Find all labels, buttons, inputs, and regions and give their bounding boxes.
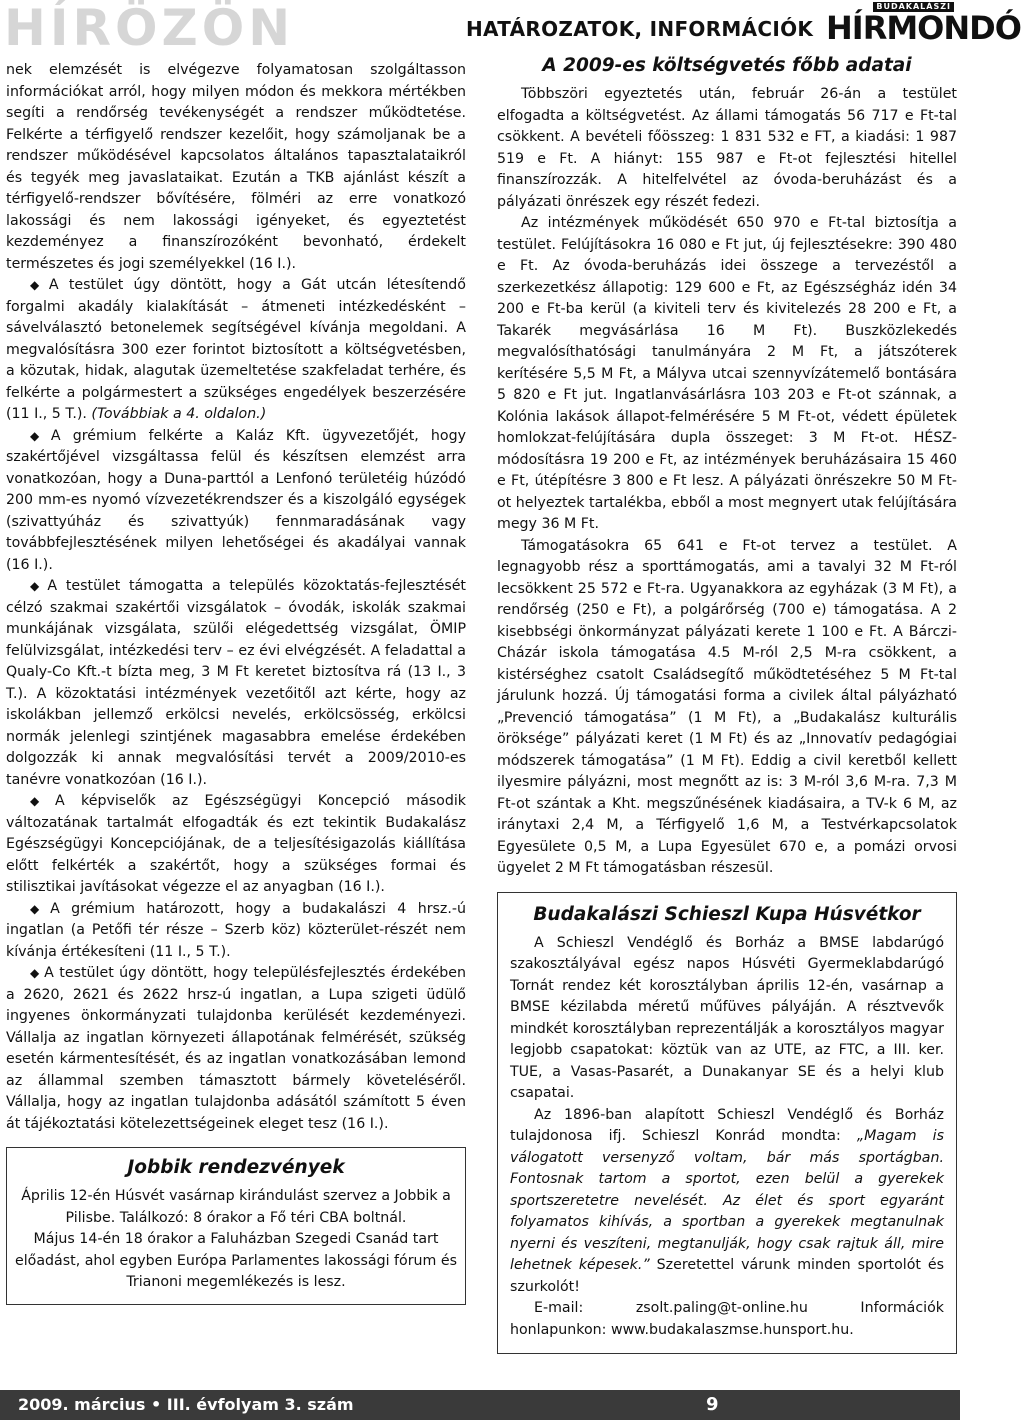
diamond-bullet-icon: ◆ — [30, 966, 41, 980]
paragraph: nek elemzését is elvégezve folyamatosan szolgáltasson információkat arról, hogy milyen módon és mekkora mértékben segíti a rendőrség tevékenységét a rendszer működtetése. Felkérte a térfigyelő rendszer kezelőit, hogy számoljanak be a rendszer működésével kapcsolatos általános tapasztalataikról és tegyék meg javaslataikat. Ezután a TKB ajánlást készít a térfigyelő-rendszer bővítésére, fölméri az erre vonatkozó lakossági és nem lakossági igényeket, és egyeztetést kezdeményez a finanszírozóként bevonható, érdekelt természetes és jogi személyekkel (16 I.). — [6, 62, 466, 272]
paragraph: Április 12-én Húsvét vasárnap kirándulást szervez a Jobbik a Pilisbe. Találkozó: 8 órakor a Fő téri CBA boltnál. — [21, 1188, 451, 1226]
logo-small-text: BUDAKALÁSZI — [873, 2, 954, 12]
diamond-bullet-icon: ◆ — [30, 579, 44, 593]
paragraph: E-mail: zsolt.paling@t-online.hu Információk honlapunkon: www.budakalaszmse.hunsport.hu. — [510, 1300, 944, 1338]
paragraph: Az 1896-ban alapított Schieszl Vendéglő és Borház tulajdonosa ifj. Schieszl Konrád mondta: „Magam is válogatott versenyző voltam, bár más sportágban. Fontosnak tartom a sportot, ezen belül a gyerekek sportszeretetre nevelését. Az élet és sport egyaránt folyamatos kihívás, a sportban a gyerekek megtanulnak nyerni és veszíteni, megtanulják, hogy csak rajtuk áll, mire lehetnek képesek.” Szeretettel várunk minden sportolót és szurkolót! — [510, 1106, 945, 1295]
diamond-bullet-icon: ◆ — [30, 428, 47, 443]
diamond-bullet-icon: ◆ — [30, 901, 47, 916]
paragraph: ◆ A grémium határozott, hogy a budakalászi 4 hrsz.-ú ingatlan (a Petőfi tér része – Szerb köz) közterület-részét nem kívánja értékesíteni (11 I., 5 T.). — [6, 900, 466, 960]
jobbik-box — [6, 1147, 466, 1305]
article-title: A 2009-es költségvetés főbb adatai — [542, 55, 912, 76]
left-column — [6, 60, 466, 1305]
diamond-bullet-icon: ◆ — [30, 278, 45, 292]
schieszl-box — [497, 892, 957, 1355]
paragraph: Többszöri egyeztetés után, február 26-án a testület elfogadta a költségvetést. Az állami támogatás 56 717 e Ft-tal csökkent. A bevételi főösszeg: 1 831 532 e FT, a kiadási: 1 987 519 e Ft. A hiányt: 155 987 e Ft-ot fejlesztési hitellel finanszírozzák. A hitelfelvétel az óvoda-beruházást és a pályázati önrészek egy részét fedezi. — [497, 86, 957, 210]
section-title: HATÁROZATOK, INFORMÁCIÓK — [466, 17, 814, 41]
logo — [826, 0, 1021, 52]
paragraph: Támogatásokra 65 641 e Ft-ot tervez a testület. A legnagyobb rész a sporttámogatás, ami a tavalyi 32 M Ft-ról lecsökkent 25 572 e Ft-ra. Ugyanakkora az egyházak (3 M Ft), a rendőrség (250 e Ft), a polgárőrség (700 e) támogatása. A 2 kisebbségi önkormányzat pályázati kerete 1 100 e Ft. A Bárczi-Cházár iskola támogatása 4.5 M-ról 2,5 M-ra csökkent, a kistérséghez csatolt Családsegítő működtetéséhez 5 M Ft-tal járulunk hozzá. Új támogatási forma a civilek által pályázható „Prevenció támogatása” (1 M Ft), a „Budakalász kulturális öröksége” pályázati keret (1 M Ft) és az „Innovatív pedagógiai módszerek támogatása” (1 M Ft). Eddig a civil keretből kellett ilyesmire pályázni, most megnőtt az is: 3 M-ról 3,6 M-ra. 7,3 M Ft-ot szántak a Kht. megszűnésének kiadásaira, a TV-k 6 M, az iránytaxi 2,4 M, a Térfigyelő 1,6 M, a Testvérkapcsolatok Egyesülete 0,5 M, a Lupa Egyesület 670 e, a pomázi orvosi ügyelet 2 M Ft támogatásban részesül. — [497, 537, 957, 876]
footer-bar — [0, 1390, 960, 1420]
logo-big-text: HÍRMONDÓ — [826, 9, 1021, 47]
paragraph: ◆ A testület támogatta a település közoktatás-fejlesztését célzó szakmai szakértői vizsgálatok – óvodák, iskolák szakmai munkájának vizsgálata, szülői elégedettség vizsgálat, ÖMIP felülvizsgálat, intézkedési terv – ez évi elvégzését. A feladattal a Qualy-Co Kft.-t bízta meg, 3 M Ft keretet biztosítva rá (13 I., 3 T.). A közoktatási intézmények vezetőitől azt kérte, hogy az iskolákban jellemző erkölcsi nevelés, erkölcsösség, erkölcsi normák jelenlegi szintjének magasabbra emelése érdekében dolgozzák ki annak megvalósítási tervét a 2009/2010-es tanévre vonatkozóan (16 I.). — [6, 578, 466, 788]
masthead-title: HÍRÖZÖN — [4, 0, 295, 57]
box-title: Budakalászi Schieszl Kupa Húsvétkor — [533, 903, 921, 925]
paragraph: A Schieszl Vendéglő és Borház a BMSE labdarúgó szakosztályával egész napos Húsvéti Gyermeklabdarúgó Tornát rendez két korosztályban április 12-én, vasárnap a BMSE kézilabda méretű műfüves pályáján. A résztvevők mindkét korosztályban reprezentálják a korosztályos magyar legjobb csapatokat: köztük van az UTE, az FTC, a III. ker. TUE, a Vasas-Pasarét, a Dunakanyar SE és a helyi klub csapatai. — [510, 934, 944, 1101]
box-title: Jobbik rendezvények — [127, 1157, 345, 1178]
issue-date: 2009. március • III. évfolyam 3. szám — [18, 1395, 354, 1414]
paragraph: ◆ A testület úgy döntött, hogy településfejlesztés érdekében a 2620, 2621 és 2622 hrsz-ú ingatlan, a Lupa szigeti üdülő ingyenes önkormányzati tulajdonba kerülését kezdeményezi. Vállalja az ingatlan környezeti állapotának felmérését, szükség esetén kármentesítését, és az ingatlan vonatkozásában lemond az állammal szemben támasztott bármely követeléséről. Vállalja, hogy az ingatlan tulajdonba adásától számított 5 éven át tájékoztatási kötelezettségeinek eleget tesz (16 I.). — [6, 965, 466, 1132]
page-number: 9 — [706, 1394, 719, 1415]
right-column — [497, 54, 957, 1354]
paragraph: ◆ A képviselők az Egészségügyi Koncepció második változatának tartalmát elfogadták és ezt tekintik Budakalász Egészségügyi Koncepciójának, de a teljesítésigazolás kiállítása előtt felkérték a szakértőt, hogy a szükséges formai és stilisztikai javításokat végezze el az anyagban (16 I.). — [6, 793, 466, 895]
paragraph: Az intézmények működését 650 970 e Ft-tal biztosítja a testület. Felújításokra 16 080 e Ft jut, új fejlesztésekre: 390 480 e Ft. Az óvoda-beruházás idei összege a tervezéstől a szerkezetkész állapotig: 129 600 e Ft, az Egészségház idén 34 200 e Ft-ba kerül (a kiviteli terv és kivitelezés 28 200 e Ft, a Takarék megvásárlása 16 M Ft). Buszközlekedés megvalósíthatósági tanulmányára 2 M Ft, a játszóterek kerítésére 5,5 M Ft, a Mályva utcai szennyvízátemelő bontására 5 820 e Ft jut. Ingatlanvásárlásra 103 203 e Ft-ot szánnak, a Kolónia lakások állapot-felmérésére 5 M Ft-ot, védett épületek homlokzat-felújítására dupla összeget: 3 M Ft-ot. HÉSZ-módosításra 19 200 e Ft, az intézmények beruházásaira 15 460 e Ft, útépítésre 3 800 e Ft lesz. A pályázati önrészekre 50 M Ft-ot helyeztek tartalékba, ebből a most megnyert utak felújítására megy 36 M Ft. — [497, 215, 957, 532]
diamond-bullet-icon: ◆ — [30, 794, 52, 808]
paragraph: ◆ A testület úgy döntött, hogy a Gát utcán létesítendő forgalmi akadály kialakítását – átmeneti intézkedésként – sávelválasztó betonelemek segítségével kívánja megoldani. A megvalósításra 300 ezer forintot biztosított a költségvetésben, a közutak, hidak, alagutak üzemeltetése szakfeladat terhére, és felkérte a polgármestert a szükséges engedélyek beszerzésére (11 I., 5 T.). (Továbbiak a 4. oldalon.) — [6, 277, 466, 422]
paragraph: Május 14-én 18 órakor a Faluházban Szegedi Csanád tart előadást, ahol egyben Európa Parlamentes lakossági fórum és Trianoni megemlékezés is lesz. — [15, 1231, 457, 1290]
paragraph: ◆ A grémium felkérte a Kaláz Kft. ügyvezetőjét, hogy szakértőjével vizsgáltassa felül és készítsen elemzést arra vonatkozóan, hogy a Duna-parttól a Lenfonó területéig húzódó 200 mm-es nyomó vízvezetékrendszer és a kiszolgáló egységek (szivattyúház és szivattyúk) fennmaradásának vagy továbbfejlesztésének milyen lehetőségei és akadályai vannak (16 I.). — [6, 427, 466, 573]
